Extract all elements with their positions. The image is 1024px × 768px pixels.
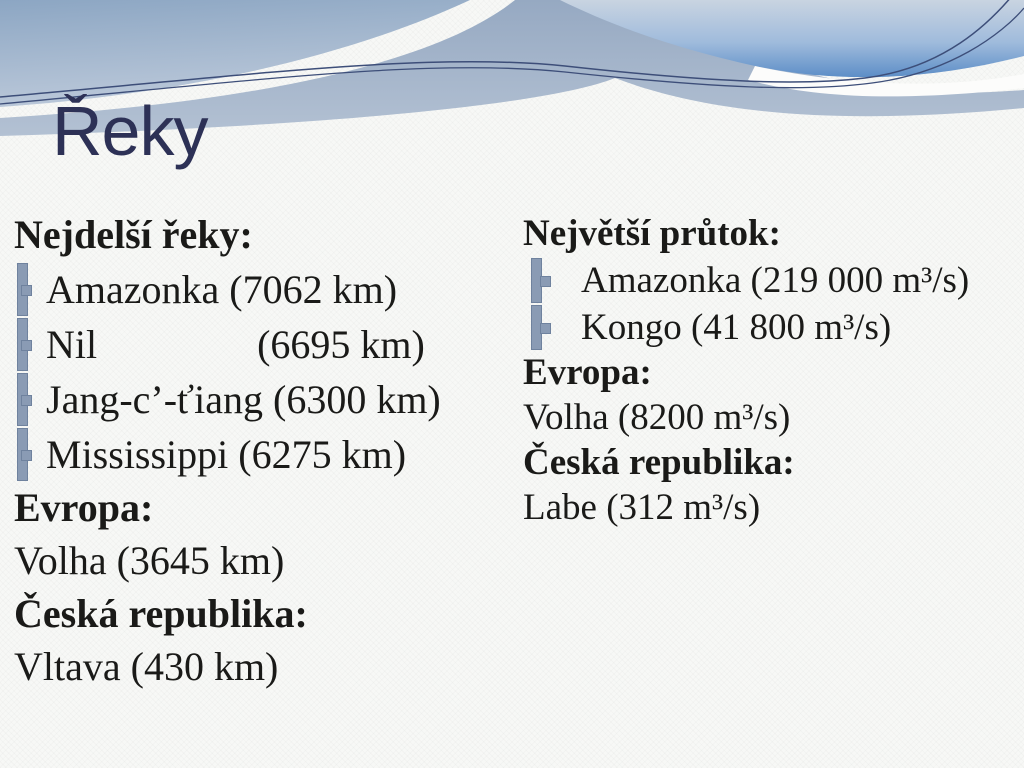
list-item-text: Kongo (41 800 m³/s) xyxy=(581,307,892,348)
list-item xyxy=(17,263,398,316)
list-item-text: Volha (8200 m³/s) xyxy=(523,397,791,438)
list-heading xyxy=(14,481,506,534)
column-longest-rivers xyxy=(14,208,506,693)
list-heading xyxy=(523,440,1021,485)
list-item xyxy=(14,534,506,587)
list-item-text: Mississippi (6275 km) xyxy=(46,431,407,477)
list-heading-text: Největší průtok: xyxy=(523,213,781,254)
bullet-square-icon xyxy=(540,323,551,334)
list-heading-text: Nejdelší řeky: xyxy=(14,211,253,257)
list-heading-text: Česká republika: xyxy=(523,442,795,483)
list-item xyxy=(17,318,425,371)
list-item xyxy=(14,640,506,693)
list-item-text: Volha (3645 km) xyxy=(14,537,285,583)
bullet-square-icon xyxy=(540,276,551,287)
bullet-square-icon xyxy=(21,285,32,296)
bullet-square-icon xyxy=(21,395,32,406)
list-item xyxy=(531,305,892,350)
bullet-square-icon xyxy=(21,450,32,461)
list-heading-text: Evropa: xyxy=(14,484,154,530)
list-heading-text: Evropa: xyxy=(523,352,652,393)
slide-title: Řeky xyxy=(52,92,208,170)
list-item-text: Amazonka (219 000 m³/s) xyxy=(581,260,970,301)
list-heading-text: Česká republika: xyxy=(14,590,308,636)
list-heading xyxy=(14,587,506,640)
list-item xyxy=(523,395,1021,440)
bullet-square-icon xyxy=(21,340,32,351)
list-item-text: Amazonka (7062 km) xyxy=(46,266,398,312)
list-heading xyxy=(523,350,1021,395)
list-item-text: Nil (6695 km) xyxy=(46,321,425,367)
list-heading xyxy=(14,208,506,261)
list-item-text: Jang-c’-ťiang (6300 km) xyxy=(46,376,441,422)
list-heading xyxy=(523,211,1021,256)
list-item xyxy=(523,485,1021,530)
list-item xyxy=(531,258,970,303)
list-item-text: Vltava (430 km) xyxy=(14,643,279,689)
column-largest-flow xyxy=(523,211,1021,530)
list-item-text: Labe (312 m³/s) xyxy=(523,487,761,528)
list-item xyxy=(17,428,407,481)
list-item xyxy=(17,373,441,426)
